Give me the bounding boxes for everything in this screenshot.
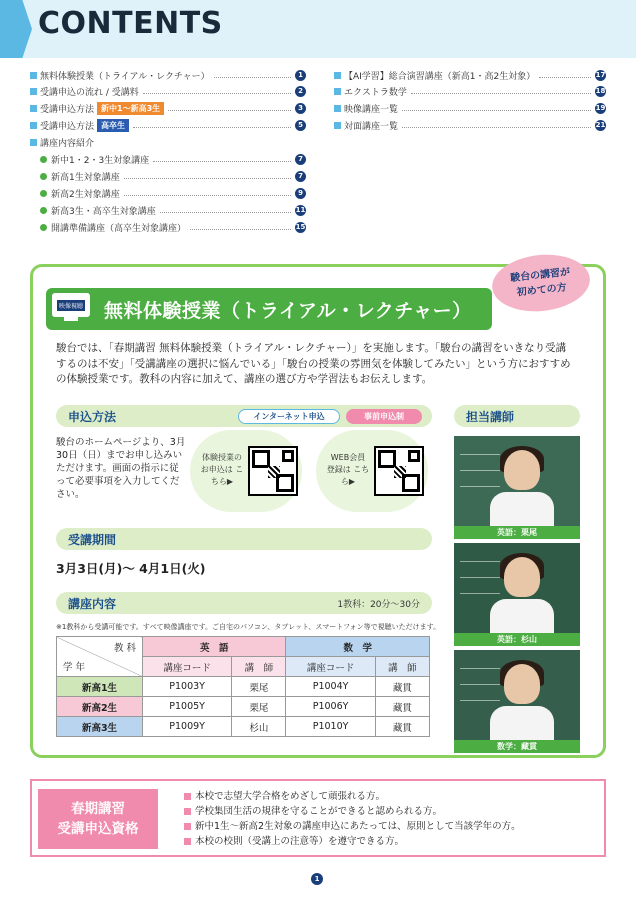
bullet-square-icon (184, 808, 191, 815)
toc-item-label: 新高3生・高卒生対象講座 (51, 206, 156, 217)
trial-qr-label: 体験授業のお申込は こちら▶ (200, 453, 244, 486)
toc-page-number: 7 (295, 171, 306, 182)
subject-english-header: 英 語 (143, 637, 286, 657)
bullet-square-icon (30, 72, 37, 79)
table-corner-cell (57, 637, 143, 677)
teacher-photo (454, 543, 580, 633)
pre-registration-chip: 事前申込制 (346, 409, 422, 424)
col-header: 講座コード (286, 657, 375, 677)
bullet-dot-icon (40, 207, 47, 214)
bullet-square-icon (334, 88, 341, 95)
toc-page-number: 19 (595, 104, 606, 112)
table-cell: P1005Y (143, 697, 232, 717)
teacher-caption: 英語：栗尾 (454, 526, 580, 539)
teacher-caption: 数学：藏貫 (454, 740, 580, 753)
bullet-square-icon (334, 105, 341, 112)
bubble-line1: 駿台の講習が (509, 266, 571, 285)
qualification-list (184, 789, 521, 849)
toc-leader (143, 93, 291, 94)
bullet-dot-icon (40, 190, 47, 197)
toc-item[interactable] (40, 169, 306, 183)
subject-math-header: 数 学 (286, 637, 430, 657)
apply-instructions: 駿台のホームページより、3月30日（日）までお申し込みいただけます。画面の指示に従って必要事項を入力してください。 (56, 437, 186, 500)
teacher-photo (454, 650, 580, 740)
toc-page-number: 5 (295, 120, 306, 131)
toc-item[interactable] (30, 135, 306, 149)
web-member-qr-label: WEB会員 登録は こちら▶ (326, 453, 370, 486)
teacher-caption: 英語：杉山 (454, 633, 580, 646)
toc-item-label: 映像講座一覧 (344, 104, 399, 115)
toc-item-label: エクストラ数学 (344, 87, 407, 98)
table-cell: P1006Y (286, 697, 375, 717)
toc-leader (124, 178, 291, 179)
banner-title: 無料体験授業（トライアル・レクチャー） (104, 300, 472, 322)
toc-item-label: 【AI学習】総合演習講座（新高1・高2生対象） (344, 71, 536, 82)
bullet-square-icon (184, 823, 191, 830)
qualification-item (184, 789, 521, 804)
table-cell: 藏貫 (375, 717, 429, 737)
table-cell: P1003Y (143, 677, 232, 697)
trial-qr-code-icon[interactable] (248, 446, 298, 496)
toc-leader (153, 161, 291, 162)
qualification-item-text: 本校で志望大学合格をめざして頑張れる方。 (195, 791, 386, 802)
table-cell: P1004Y (286, 677, 375, 697)
trial-qr-box[interactable] (190, 430, 302, 512)
toc-item-tag: 高卒生 (97, 119, 129, 132)
toc-leader (214, 77, 291, 78)
toc-page-number: 9 (295, 188, 306, 199)
toc-item[interactable] (40, 203, 306, 217)
toc-item-label: 受講申込の流れ / 受講料 (40, 87, 139, 98)
toc-leader (124, 195, 291, 196)
toc-page-number: 15 (295, 223, 306, 231)
toc-item-label: 講座内容紹介 (40, 138, 95, 149)
col-header: 講座コード (143, 657, 232, 677)
teachers-header (454, 405, 580, 427)
toc-item[interactable] (334, 68, 606, 82)
qualification-item (184, 819, 521, 834)
content-header (56, 592, 432, 614)
table-cell: 杉山 (232, 717, 286, 737)
toc-leader (190, 229, 291, 230)
table-row (57, 697, 430, 717)
bullet-dot-icon (40, 156, 47, 163)
toc-page-number: 21 (595, 121, 606, 129)
toc-leader (411, 93, 591, 94)
toc-item-label: 対面講座一覧 (344, 121, 399, 132)
bullet-square-icon (334, 122, 341, 129)
qualification-heading-line2: 受講申込資格 (57, 821, 139, 837)
toc-item[interactable] (334, 118, 606, 132)
header-tab-decoration (0, 0, 32, 58)
table-row (57, 677, 430, 697)
table-cell: 藏貫 (375, 697, 429, 717)
header-bar (0, 0, 636, 58)
toc-item[interactable] (40, 220, 306, 234)
toc-leader (402, 110, 591, 111)
bullet-square-icon (30, 88, 37, 95)
toc-page-number: 3 (295, 103, 306, 114)
qualification-item (184, 804, 521, 819)
bubble-line2: 初めての方 (516, 282, 568, 299)
toc-leader (402, 127, 591, 128)
web-member-qr-code-icon[interactable] (374, 446, 424, 496)
qualification-box (30, 779, 606, 857)
qualification-item-text: 本校の校則（受講上の注意等）を遵守できる方。 (195, 836, 405, 847)
corner-bottom-label: 学 年 (63, 662, 86, 673)
bullet-square-icon (30, 139, 37, 146)
col-header: 講 師 (232, 657, 286, 677)
toc-leader (160, 212, 291, 213)
toc-item-label: 新高1生対象講座 (51, 172, 120, 183)
toc-item[interactable] (30, 118, 306, 132)
teachers-title: 担当講師 (466, 410, 515, 424)
qualification-heading (38, 789, 158, 849)
table-cell: 栗尾 (232, 677, 286, 697)
toc-item-tag: 新中1～新高3生 (97, 102, 164, 115)
toc-item-label: 受講申込方法 (40, 104, 95, 115)
toc-item[interactable] (334, 101, 606, 115)
page-number: 1 (311, 873, 323, 885)
table-cell: P1010Y (286, 717, 375, 737)
bullet-square-icon (184, 838, 191, 845)
toc-page-number: 18 (595, 87, 606, 95)
teacher-photo (454, 436, 580, 526)
page-title: CONTENTS (38, 6, 223, 41)
grade-cell: 新高3生 (57, 717, 143, 737)
toc-page-number: 7 (295, 154, 306, 165)
col-header: 講 師 (375, 657, 429, 677)
intro-text: 駿台では、「春期講習 無料体験授業（トライアル・レクチャー）」を実施します。「駿台の講習をいきなり受講するのは不安」「受講講座の選択に悩んでいる」「駿台の授業の雰囲気を体験してみたい」という方におすすめの体験授業です。教科の内容に加えて、講座の選び方や学習法もお伝えします。 (56, 342, 571, 385)
period-value: 3月3日(月)～ 4月1日(火) (56, 561, 206, 576)
qualification-item-text: 新中1生～新高2生対象の講座申込にあたっては、原則として当該学年の方。 (195, 821, 521, 832)
bullet-dot-icon (40, 224, 47, 231)
web-member-qr-box[interactable] (316, 430, 428, 512)
toc-item[interactable] (30, 101, 306, 115)
qualification-heading-line1: 春期講習 (71, 801, 125, 817)
corner-top-label: 教 科 (113, 643, 136, 654)
content-title: 講座内容 (68, 597, 117, 611)
toc-page-number: 17 (595, 71, 606, 79)
grade-cell: 新高1生 (57, 677, 143, 697)
internet-apply-chip: インターネット申込 (238, 409, 340, 424)
toc-item[interactable] (30, 84, 306, 98)
bullet-dot-icon (40, 173, 47, 180)
toc-leader (539, 77, 591, 78)
monitor-icon (52, 293, 90, 321)
course-table (56, 636, 430, 737)
bullet-square-icon (184, 793, 191, 800)
toc-item-label: 新高2生対象講座 (51, 189, 120, 200)
toc-item-label: 受講申込方法 (40, 121, 95, 132)
table-row (57, 717, 430, 737)
table-cell: P1009Y (143, 717, 232, 737)
period-title: 受講期間 (68, 533, 117, 547)
toc-item[interactable] (334, 84, 606, 98)
grade-cell: 新高2生 (57, 697, 143, 717)
toc-page-number: 2 (295, 86, 306, 97)
toc-item-label: 新中1・2・3生対象講座 (51, 155, 150, 166)
toc-item[interactable] (40, 186, 306, 200)
duration-text: 1教科：20分～30分 (337, 600, 420, 610)
monitor-icon-label: 映像視聴 (57, 300, 85, 311)
toc-item[interactable] (40, 152, 306, 166)
toc-leader (133, 127, 291, 128)
apply-method-title: 申込方法 (68, 410, 117, 424)
table-cell: 栗尾 (232, 697, 286, 717)
toc-page-number: 11 (295, 206, 306, 214)
trial-banner (46, 288, 492, 330)
qualification-item-text: 学校集団生活の規律を守ることができると認められる方。 (195, 806, 443, 817)
toc-page-number: 1 (295, 70, 306, 81)
bullet-square-icon (30, 122, 37, 129)
bullet-square-icon (334, 72, 341, 79)
toc-leader (168, 110, 291, 111)
bullet-square-icon (30, 105, 37, 112)
qualification-item (184, 834, 521, 849)
table-cell: 藏貫 (375, 677, 429, 697)
content-note: ※1教科から受講可能です。すべて映像講座です。ご自宅のパソコン、タブレット、スマートフォン等で視聴いただけます。 (56, 623, 441, 631)
apply-method-header (56, 405, 432, 427)
toc-item-label: 開講準備講座（高卒生対象講座） (51, 223, 187, 234)
period-header (56, 528, 432, 550)
toc-item-label: 無料体験授業（トライアル・レクチャー） (40, 71, 210, 82)
toc-item[interactable] (30, 68, 306, 82)
